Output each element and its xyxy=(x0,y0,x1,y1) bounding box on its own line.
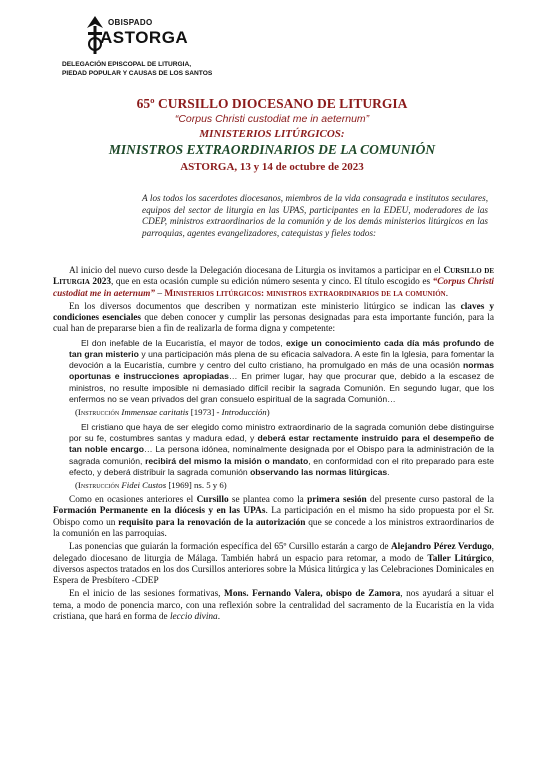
paragraph-opening: En el inicio de las sesiones formativas, Mons. Fernando Valera, obispo de Zamora, nos ayudará a situar el tema, a modo de ponencia marco, con una reflexión sobre la centralidad del sacramento de la Eucaristía en la vida cristiana, que hará en forma de leccio divina. xyxy=(53,589,494,622)
delegation-line-1: DELEGACIÓN EPISCOPAL DE LITURGIA, xyxy=(62,61,192,68)
extraordinary-title: MINISTROS EXTRAORDINARIOS DE LA COMUNIÓN xyxy=(108,142,436,157)
paragraph-invitation: Al inicio del nuevo curso desde la Delegación diocesana de Liturgia os invitamos a participar en el Cursillo de Liturgia 2023, que en esta ocasión cumple su edición número sesenta y cinco. El título escogido es “Corpus Christi custodiat me in aeternum” – Ministerios litúrgicos: ministros extraordinarios de la comunión. xyxy=(53,266,494,299)
delegation-line-2: PIEDAD POPULAR Y CAUSAS DE LOS SANTOS xyxy=(62,69,213,77)
ministries-title: MINISTERIOS LITÚRGICOS: xyxy=(199,128,345,140)
paragraph-first-session: Como en ocasiones anteriores el Cursillo se plantea como la primera sesión del presente curso pastoral de la Formación Permanente en la diócesis y en las UPAs. La participación en el mismo ha sido propuesta por el Sr. Obispo como un requisito para la renovación de la autorización que se concede a los ministros extraordinarios de la comunión en las parroquias. xyxy=(53,495,494,539)
quote-fidei-custos: El cristiano que haya de ser elegido como ministro extraordinario de la sagrada comunión debe distinguirse por su fe, costumbres santas y madura edad, y deberá estar rectamente instruido para el desempeño de tan noble encargo… La persona idónea, nominalmente designada por el Obispo para la administración de la sagrada comunión, recibirá del mismo la misión o mandato, en conformidad con el rito preparado para este efecto, y deberá distribuir la sagrada comunión observando las normas litúrgicas. xyxy=(69,422,494,477)
paragraph-speakers: Las ponencias que guiarán la formación específica del 65º Cursillo estarán a cargo de Alejandro Pérez Verdugo, delegado diocesano de liturgia de Málaga. También habrá un espacio para retomar, a modo de Taller Litúrgico, diversos aspectos tratados en los dos Cursillos anteriores sobre la Música litúrgica y las Celebraciones Dominicales en Espera de Presbítero -CDEP xyxy=(53,542,494,587)
delegation-subtitle xyxy=(62,61,282,78)
quote-immensae-caritatis: El don inefable de la Eucaristía, el mayor de todos, exige un conocimiento cada día más profundo de tan gran misterio y una participación más plena de su eficacia salvadora. A este fin la Iglesia, para fomentar la devoción a la Eucaristía, cumbre y centro del culto cristiano, ha promulgado en más de una ocasión normas oportunas e instrucciones apropiadas… En primer lugar, hay que procurar que, debido a la escasez de ministros, no resulte imposible ni demasiado difícil recibir la sagrada Comunión. En segundo lugar, que los enfermos no se vean privados del gran consuelo espiritual de la sagrada Comunión… xyxy=(69,337,494,404)
motto-title: “Corpus Christi custodiat me in aeternum” xyxy=(174,113,370,125)
citation-fidei-custos: (Instrucción Fidei Custos [1969] ns. 5 y 6) xyxy=(75,480,227,491)
main-title: 65º CURSILLO DIOCESANO DE LITURGIA xyxy=(136,96,408,111)
date-title: ASTORGA, 13 y 14 de octubre de 2023 xyxy=(180,161,364,173)
addressees-paragraph: A los todos los sacerdotes diocesanos, miembros de la vida consagrada e institutos seculares, equipos del sector de liturgia en las UPAS, participantes en la EDEU, moderadores de las CDEP, ministros extraordinarios de la comunión y de los demás ministerios litúrgicos en las parroquias, agentes evangelizadores, catequistas y fieles todos: xyxy=(142,193,488,238)
paragraph-documents: En los diversos documentos que describen y normatizan este ministerio litúrgico se indican las claves y condiciones esenciales que deben conocer y cumplir las personas designadas para esta importante función, para la cual han de prepararse bien a fin de realizarla de forma digna y competente: xyxy=(53,301,494,335)
title-block xyxy=(0,95,544,175)
citation-immensae-caritatis: (Instrucción Immensae caritatis [1973] - Introducción) xyxy=(75,407,270,417)
logo-big-text: ASTORGA xyxy=(100,28,189,47)
logo-small-text: OBISPADO xyxy=(108,18,153,27)
letter-body xyxy=(53,266,494,625)
